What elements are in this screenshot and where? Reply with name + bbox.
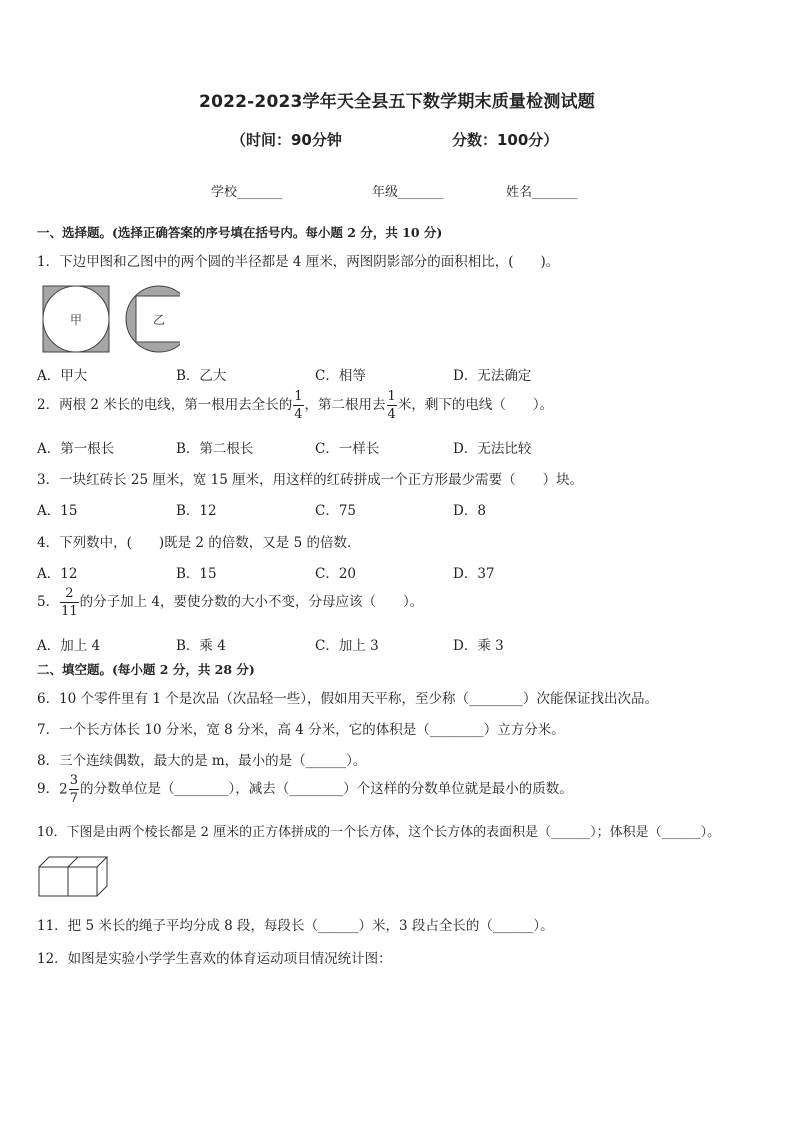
q9-text-post: 的分数单位是（________），减去（________）个这样的分数单位就是最小的质数。 <box>79 781 573 797</box>
question-9 <box>37 774 573 805</box>
question-1: 1．下边甲图和乙图中的两个圆的半径都是 4 厘米，两图阴影部分的面积相比，( )。 <box>37 254 560 270</box>
q4-option-a: A．12 <box>37 566 78 582</box>
question-3: 3．一块红砖长 25 厘米，宽 15 厘米，用这样的红砖拼成一个正方形最少需要（ ）块。 <box>37 472 584 488</box>
question-10: 10．下图是由两个棱长都是 2 厘米的正方体拼成的一个长方体，这个长方体的表面积是（______）；体积是（______）。 <box>37 825 721 840</box>
q2-option-a: A．第一根长 <box>37 441 115 457</box>
q3-option-d: D．8 <box>453 503 486 519</box>
q2-fraction-2: $\frac{1}{4}$ <box>387 389 396 422</box>
name-blank: _______ <box>532 185 578 200</box>
question-12: 12．如图是实验小学学生喜欢的体育运动项目情况统计图： <box>37 951 392 967</box>
q2-text-post: 米，剩下的电线（ ）。 <box>397 397 554 413</box>
q4-option-b: B．15 <box>176 566 217 582</box>
q2-option-d: D．无法比较 <box>453 441 532 457</box>
q2-fraction-1: $\frac{1}{4}$ <box>294 389 303 422</box>
q5-option-a: A．加上 4 <box>37 638 101 654</box>
exam-score: 分数：100分） <box>452 131 559 149</box>
q2-option-c: C．一样长 <box>315 441 380 457</box>
q9-text-pre: 9． <box>37 781 60 797</box>
q1-option-a: A．甲大 <box>37 368 88 384</box>
name-label: 姓名 <box>506 185 533 200</box>
figure-jia-label: 甲 <box>69 313 83 327</box>
question-6: 6．10 个零件里有 1 个是次品（次品轻一些），假如用天平称，至少称（________）次能保证找出次品。 <box>37 691 658 707</box>
q5-text-post: 的分子加上 4，要使分数的大小不变，分母应该（ ）。 <box>79 594 424 610</box>
figure-jia <box>43 286 109 352</box>
question-2 <box>37 390 553 421</box>
school-blank: _______ <box>237 185 283 200</box>
page-title: 2022-2023学年天全县五下数学期末质量检测试题 <box>199 92 595 112</box>
q2-option-b: B．第二根长 <box>176 441 254 457</box>
q5-option-d: D．乘 3 <box>453 638 504 654</box>
q4-option-d: D．37 <box>453 566 495 582</box>
q1-option-d: D．无法确定 <box>453 368 532 384</box>
q5-option-b: B．乘 4 <box>176 638 226 654</box>
name-field <box>506 181 578 200</box>
question-7: 7．一个长方体长 10 分米，宽 8 分米，高 4 分米，它的体积是（________）立方分米。 <box>37 722 565 738</box>
question-5 <box>37 587 423 618</box>
q1-option-b: B．乙大 <box>176 368 227 384</box>
q5-fraction: $\frac{2}{11}$ <box>61 586 78 619</box>
q9-mixed-whole: 2 <box>59 781 68 798</box>
question-4: 4．下列数中，( )既是 2 的倍数，又是 5 的倍数． <box>37 535 361 551</box>
grade-field <box>372 181 444 200</box>
question-11: 11．把 5 米长的绳子平均分成 8 段，每段长（______）米，3 段占全长的（______）。 <box>37 918 554 934</box>
q3-option-a: A．15 <box>37 503 78 519</box>
grade-blank: _______ <box>398 185 444 200</box>
q5-option-c: C．加上 3 <box>315 638 379 654</box>
section-2-title: 二、填空题。(每小题 2 分，共 28 分) <box>37 662 255 677</box>
q1-option-c: C．相等 <box>315 368 366 384</box>
cuboid-figure <box>38 856 110 898</box>
q3-option-b: B．12 <box>176 503 217 519</box>
section-1-title: 一、选择题。(选择正确答案的序号填在括号内。每小题 2 分，共 10 分) <box>37 225 443 240</box>
q2-text-mid: ，第二根用去 <box>304 397 386 413</box>
exam-time: （时间：90分钟 <box>231 131 342 149</box>
q4-option-c: C．20 <box>315 566 357 582</box>
figure-yi <box>126 286 180 352</box>
q3-option-c: C．75 <box>315 503 357 519</box>
question-1-figure <box>40 284 180 354</box>
figure-yi-label: 乙 <box>152 313 166 327</box>
q2-text-pre: 2．两根 2 米长的电线，第一根用去全长的 <box>37 397 293 413</box>
q5-text-pre: 5． <box>37 594 60 610</box>
school-label: 学校 <box>211 185 238 200</box>
q9-fraction: $\frac{3}{7}$ <box>69 773 78 806</box>
question-8: 8．三个连续偶数，最大的是 m，最小的是（______）。 <box>37 753 367 769</box>
school-field <box>211 181 283 200</box>
grade-label: 年级 <box>372 185 399 200</box>
